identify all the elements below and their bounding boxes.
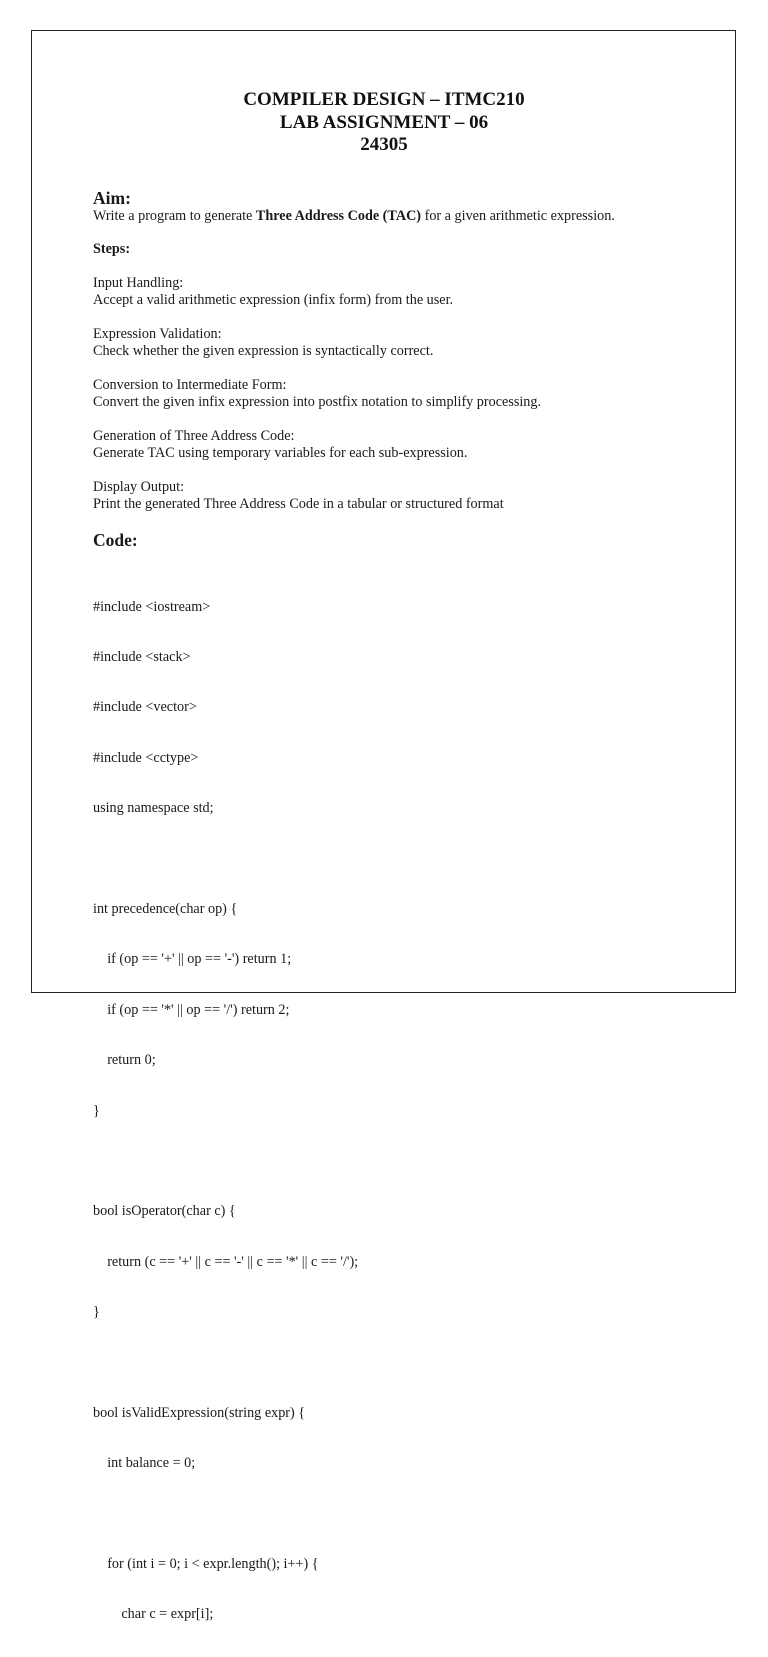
step-title: Generation of Three Address Code:	[93, 428, 295, 444]
aim-text-before: Write a program to generate	[93, 208, 256, 224]
code-line: #include <cctype>	[93, 749, 199, 766]
code-line: }	[93, 1102, 100, 1119]
code-line: char c = expr[i];	[93, 1606, 214, 1623]
code-line: bool isOperator(char c) {	[93, 1203, 236, 1220]
code-line: for (int i = 0; i < expr.length(); i++) {	[93, 1556, 319, 1573]
code-line	[93, 1506, 713, 1523]
document-title	[0, 89, 768, 157]
code-line: #include <stack>	[93, 648, 191, 665]
title-id: 24305	[360, 134, 408, 155]
code-line: #include <vector>	[93, 699, 197, 716]
aim-text-bold: Three Address Code (TAC)	[255, 208, 422, 224]
steps-heading: Steps:	[93, 241, 131, 257]
step-title: Expression Validation:	[93, 326, 222, 342]
step-item	[93, 377, 713, 411]
step-item	[93, 479, 713, 513]
code-heading: Code:	[93, 530, 138, 550]
step-item	[93, 275, 713, 309]
code-line	[93, 1153, 713, 1170]
step-desc: Accept a valid arithmetic expression (infix form) from the user.	[93, 292, 454, 308]
code-line: int precedence(char op) {	[93, 900, 238, 917]
step-title: Display Output:	[93, 479, 185, 495]
step-desc: Generate TAC using temporary variables for each sub-expression.	[93, 445, 468, 461]
code-line: if (op == '+' || op == '-') return 1;	[93, 951, 292, 968]
title-course: COMPILER DESIGN – ITMC210	[243, 89, 525, 110]
code-line: if (op == '*' || op == '/') return 2;	[93, 1001, 290, 1018]
code-line: int balance = 0;	[93, 1455, 196, 1472]
step-title: Conversion to Intermediate Form:	[93, 377, 287, 393]
code-line: }	[93, 1304, 100, 1321]
step-desc: Convert the given infix expression into postfix notation to simplify processing.	[93, 394, 542, 410]
step-item	[93, 326, 713, 360]
step-desc: Print the generated Three Address Code in a tabular or structured format	[93, 496, 504, 512]
step-item	[93, 428, 713, 462]
aim-text	[93, 208, 713, 225]
code-line	[93, 851, 713, 868]
code-line: return 0;	[93, 1052, 156, 1069]
code-block	[93, 565, 713, 1657]
step-title: Input Handling:	[93, 275, 184, 291]
code-line: return (c == '+' || c == '-' || c == '*' || c == '/');	[93, 1253, 359, 1270]
aim-text-after: for a given arithmetic expression.	[421, 208, 615, 224]
step-desc: Check whether the given expression is syntactically correct.	[93, 343, 434, 359]
code-line: using namespace std;	[93, 800, 214, 817]
code-line: #include <iostream>	[93, 598, 211, 615]
aim-heading: Aim:	[93, 188, 131, 208]
title-assignment: LAB ASSIGNMENT – 06	[279, 111, 489, 133]
code-line	[93, 1354, 713, 1371]
document-body	[93, 188, 713, 1657]
code-line: bool isValidExpression(string expr) {	[93, 1404, 306, 1421]
